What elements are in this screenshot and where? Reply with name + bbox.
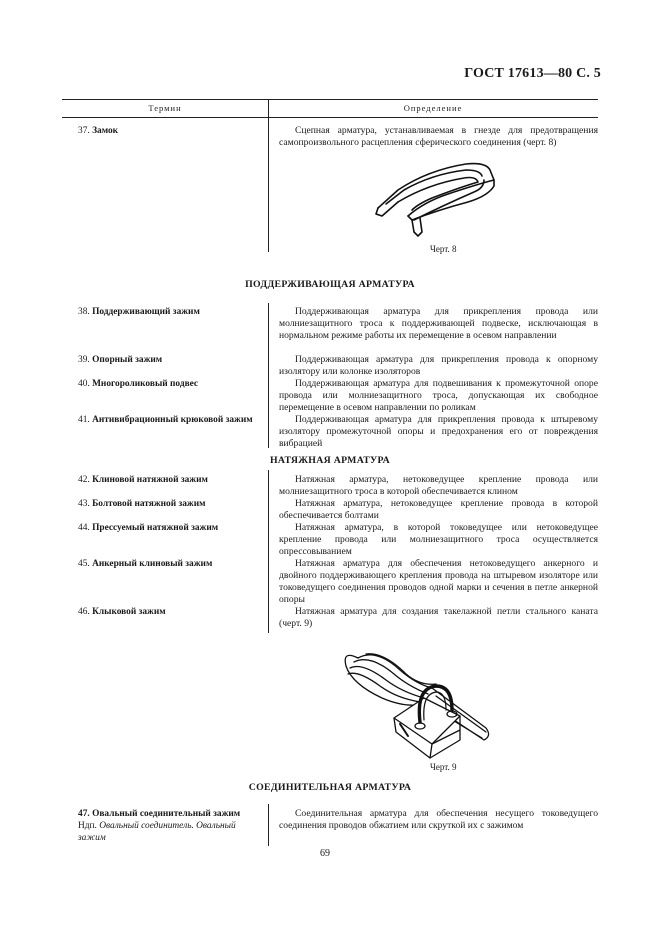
definition-43: Натяжная арматура, нетоковедущее крепление провода в которой обеспечивается болтами [279, 498, 598, 521]
section-heading-support: ПОДДЕРЖИВАЮЩАЯ АРМАТУРА [245, 279, 415, 290]
term-39: 39. Опорный зажим [78, 355, 163, 365]
section-heading-tension: НАТЯЖНАЯ АРМАТУРА [270, 455, 390, 466]
term-45: 45. Анкерный клиновый зажим [78, 559, 213, 569]
term-47: 47. Овальный соединительный зажим Ндп. Овальный соединитель. Овальный зажим [78, 809, 241, 843]
figure-9-clamp-drawing [336, 640, 500, 760]
figure-8-caption: Черт. 8 [430, 244, 457, 254]
document-header: ГОСТ 17613—80 С. 5 [464, 66, 601, 81]
term-41: 41. Антивибрационный крюковой зажим [78, 415, 253, 425]
column-divider [268, 303, 269, 448]
column-divider [268, 804, 269, 846]
definition-39: Поддерживающая арматура для прикрепления провода к опорному изолятору или колонке изоляторов [279, 354, 598, 377]
figure-9-caption: Черт. 9 [430, 762, 457, 772]
table-top-rule [62, 99, 598, 100]
table-header-rule [62, 117, 598, 118]
column-divider [268, 99, 269, 252]
section-heading-connect: СОЕДИНИТЕЛЬНАЯ АРМАТУРА [248, 782, 412, 793]
term-38: 38. Поддерживающий зажим [78, 307, 200, 317]
term-37: 37. Замок [78, 126, 119, 136]
not-recommended-label: Ндп. [78, 821, 97, 831]
definition-38: Поддерживающая арматура для прикрепления провода или молниезащитного троса к поддерживающей подвеске, исключающая в нормальном режиме работы их перемещение в осевом направлении [279, 306, 598, 341]
column-header-terms: Термин [148, 103, 182, 113]
term-44: 44. Прессуемый натяжной зажим [78, 523, 219, 533]
definition-37: Сцепная арматура, устанавливаемая в гнезде для предотвращения самопроизвольного расцепления сферического соединения (черт. 8) [279, 125, 598, 148]
not-recommended-terms: Овальный соединитель. Овальный зажим [78, 821, 236, 843]
term-46: 46. Клыковой зажим [78, 607, 166, 617]
term-42: 42. Клиновой натяжной зажим [78, 475, 208, 485]
definition-47: Соединительная арматура для обеспечения несущего токоведущего соединения проводов обжатием или скруткой их с зажимом [279, 808, 598, 831]
term-43: 43. Болтовой натяжной зажим [78, 499, 206, 509]
column-header-definitions: Определение [403, 103, 463, 113]
definition-45: Натяжная арматура для обеспечения нетоковедущего анкерного и двойного поддерживающего крепления провода на штыревом изоляторе или токоведущего соединения проводов одной марки и сечения в петле анкерной опоры [279, 558, 598, 605]
definition-46: Натяжная арматура для создания такелажной петли стального каната (черт. 9) [279, 606, 598, 629]
definition-42: Натяжная арматура, нетоковедущее крепление провода или молниезащитного троса в которой обеспечивается клином [279, 474, 598, 497]
figure-8-lock-drawing [368, 158, 504, 240]
column-divider [268, 470, 269, 633]
page-number: 69 [320, 848, 330, 859]
term-40: 40. Многороликовый подвес [78, 379, 199, 389]
definition-44: Натяжная арматура, в которой токоведущее или нетоковедущее крепление провода или молниезащитного троса осуществляется опрессовыванием [279, 522, 598, 557]
definition-40: Поддерживающая арматура для подвешивания к промежуточной опоре провода или молниезащитного троса, допускающая их свободное перемещение в осевом направлении по роликам [279, 378, 598, 413]
definition-41: Поддерживающая арматура для прикрепления провода к штыревому изолятору промежуточной опоры и предохранения его от повреждения вибрацией [279, 414, 598, 449]
